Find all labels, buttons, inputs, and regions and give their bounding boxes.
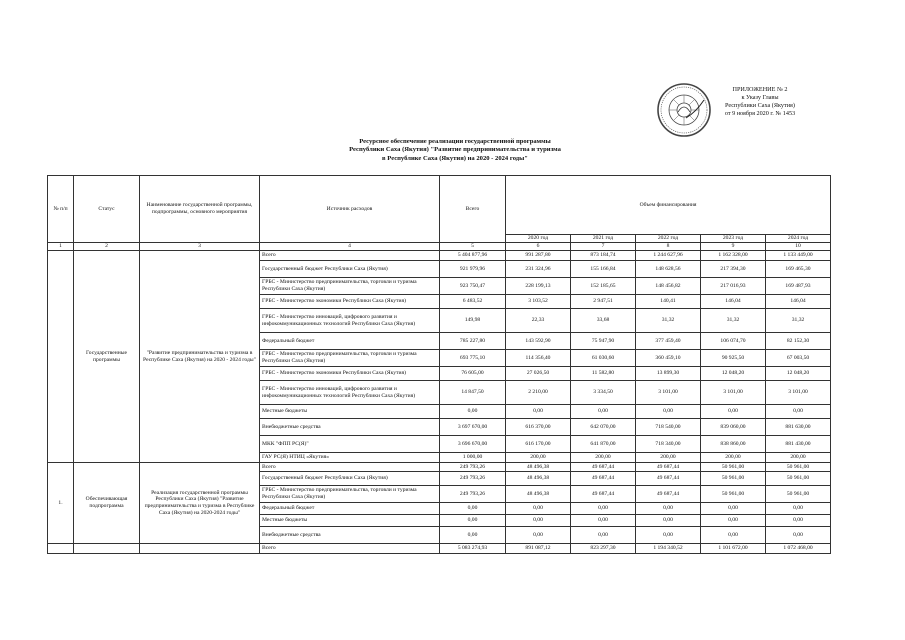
row-year-value: 106 074,70 xyxy=(701,333,766,350)
row-num: 1. xyxy=(48,463,74,544)
column-index: 4 xyxy=(260,243,440,251)
row-year-value: 169 465,30 xyxy=(766,261,831,278)
row-year-value: 200,00 xyxy=(636,453,701,463)
row-year-value: 82 152,30 xyxy=(766,333,831,350)
row-source: Государственный бюджет Республики Саха (Якутия) xyxy=(260,472,440,486)
header-year: 2024 год xyxy=(766,235,831,243)
row-year-value: 31,32 xyxy=(766,309,831,333)
row-year-value: 838 860,00 xyxy=(701,436,766,453)
row-year-value: 881 430,00 xyxy=(766,436,831,453)
row-total: 149,98 xyxy=(440,309,506,333)
column-index: 8 xyxy=(636,243,701,251)
row-year-value: 200,00 xyxy=(701,453,766,463)
row-num xyxy=(48,251,74,463)
appendix-block xyxy=(712,86,808,118)
row-source: ГРБС - Министерство экономики Республики Саха (Якутия) xyxy=(260,295,440,309)
row-year-value: 50 961,00 xyxy=(701,463,766,472)
row-status xyxy=(74,544,140,554)
row-year-value: 12 048,20 xyxy=(766,367,831,381)
row-year-value: 616 170,00 xyxy=(506,436,571,453)
row-year-value: 360 459,10 xyxy=(636,350,701,367)
row-year-value: 48 496,38 xyxy=(506,472,571,486)
row-program-name: Реализация государственной программы Республики Саха (Якутия) "Развитие предпринимательства и туризма в Республике Саха (Якутия) на 2020-2024 годы" xyxy=(140,463,260,544)
column-index: 2 xyxy=(74,243,140,251)
row-source: ГРБС - Министерство инноваций, цифрового развития и инфокоммуникационных технологий Республики Саха (Якутия) xyxy=(260,381,440,405)
row-year-value: 228 199,13 xyxy=(506,278,571,295)
title-line: Республики Саха (Якутия) "Развитие предпринимательства и туризма xyxy=(349,146,561,154)
row-total: 249 793,26 xyxy=(440,472,506,486)
header-total: Всего xyxy=(440,176,506,243)
row-source: Местные бюджеты xyxy=(260,405,440,419)
row-total: 3 696 670,00 xyxy=(440,436,506,453)
row-total: 785 227,80 xyxy=(440,333,506,350)
row-year-value: 49 687,44 xyxy=(636,472,701,486)
row-year-value: 0,00 xyxy=(571,405,636,419)
appendix-line: Республики Саха (Якутия) xyxy=(725,102,795,109)
row-year-value: 155 166,84 xyxy=(571,261,636,278)
row-year-value: 881 630,00 xyxy=(766,419,831,436)
row-year-value: 49 687,44 xyxy=(571,463,636,472)
row-year-value: 140,41 xyxy=(636,295,701,309)
column-index: 6 xyxy=(506,243,571,251)
funding-table xyxy=(47,175,831,554)
row-year-value: 27 026,50 xyxy=(506,367,571,381)
row-source: ГРБС - Министерство экономики Республики Саха (Якутия) xyxy=(260,367,440,381)
row-year-value: 0,00 xyxy=(766,515,831,527)
row-year-value: 2 947,51 xyxy=(571,295,636,309)
row-source: ГРБС - Министерство предпринимательства, торговли и туризма Республики Саха (Якутия) xyxy=(260,350,440,367)
row-year-value: 49 687,44 xyxy=(636,486,701,503)
row-source: ГАУ РС(Я) НТИЦ «Якутия» xyxy=(260,453,440,463)
row-year-value: 61 030,60 xyxy=(571,350,636,367)
column-index: 10 xyxy=(766,243,831,251)
row-year-value: 0,00 xyxy=(766,527,831,544)
row-year-value: 3 103,52 xyxy=(506,295,571,309)
row-year-value: 169 487,93 xyxy=(766,278,831,295)
row-source: Федеральный бюджет xyxy=(260,503,440,515)
row-year-value: 0,00 xyxy=(636,515,701,527)
row-total: 6 483,52 xyxy=(440,295,506,309)
row-year-value: 616 370,00 xyxy=(506,419,571,436)
row-source: Государственный бюджет Республики Саха (Якутия) xyxy=(260,261,440,278)
official-seal-icon xyxy=(656,82,712,138)
table-row xyxy=(48,463,831,472)
column-index: 9 xyxy=(701,243,766,251)
row-total: 14 847,50 xyxy=(440,381,506,405)
row-year-value: 0,00 xyxy=(506,527,571,544)
appendix-line: к Указу Главы xyxy=(741,94,779,101)
row-year-value: 0,00 xyxy=(701,405,766,419)
column-index: 5 xyxy=(440,243,506,251)
header-source: Источник расходов xyxy=(260,176,440,243)
row-year-value: 90 925,50 xyxy=(701,350,766,367)
header-status: Статус xyxy=(74,176,140,243)
row-year-value: 0,00 xyxy=(636,405,701,419)
row-program-name: "Развитие предпринимательства и туризма в Республике Саха (Якутия) на 2020 - 2024 годы" xyxy=(140,251,260,463)
row-year-value: 0,00 xyxy=(766,503,831,515)
row-year-value: 143 592,90 xyxy=(506,333,571,350)
row-year-value: 50 961,00 xyxy=(701,486,766,503)
row-source: Внебюджетные средства xyxy=(260,527,440,544)
row-source: Всего xyxy=(260,251,440,261)
column-index: 1 xyxy=(48,243,74,251)
header-year: 2023 год xyxy=(701,235,766,243)
header-name: Наименование государственной программы, подпрограммы, основного мероприятия xyxy=(140,176,260,243)
row-year-value: 217 016,93 xyxy=(701,278,766,295)
row-total: 1 000,00 xyxy=(440,453,506,463)
row-year-value: 12 048,20 xyxy=(701,367,766,381)
row-year-value: 0,00 xyxy=(506,405,571,419)
row-year-value: 48 496,38 xyxy=(506,463,571,472)
appendix-line: ПРИЛОЖЕНИЕ № 2 xyxy=(732,86,788,93)
header-funding: Объем финансирования xyxy=(506,176,831,235)
table-header-row xyxy=(48,176,831,235)
row-year-value: 50 961,00 xyxy=(766,486,831,503)
row-year-value: 641 870,00 xyxy=(571,436,636,453)
row-year-value: 49 687,44 xyxy=(571,486,636,503)
header-year: 2022 год xyxy=(636,235,701,243)
column-index: 7 xyxy=(571,243,636,251)
row-year-value: 823 297,30 xyxy=(571,544,636,554)
row-year-value: 50 961,00 xyxy=(701,472,766,486)
column-index-row xyxy=(48,243,831,251)
row-source: МКК "ФПП РС(Я)" xyxy=(260,436,440,453)
row-year-value: 3 101,00 xyxy=(766,381,831,405)
row-source: Внебюджетные средства xyxy=(260,419,440,436)
row-year-value: 13 899,30 xyxy=(636,367,701,381)
row-year-value: 0,00 xyxy=(636,527,701,544)
row-year-value: 217 394,30 xyxy=(701,261,766,278)
row-total: 0,00 xyxy=(440,503,506,515)
row-total: 3 697 670,00 xyxy=(440,419,506,436)
row-year-value: 49 687,44 xyxy=(571,472,636,486)
row-year-value: 0,00 xyxy=(636,503,701,515)
row-year-value: 152 185,65 xyxy=(571,278,636,295)
row-year-value: 642 070,00 xyxy=(571,419,636,436)
row-source: ГРБС - Министерство предпринимательства, торговли и туризма Республики Саха (Якутия) xyxy=(260,278,440,295)
row-year-value: 0,00 xyxy=(701,527,766,544)
row-total: 921 979,96 xyxy=(440,261,506,278)
document-title xyxy=(280,138,630,163)
row-total: 0,00 xyxy=(440,515,506,527)
row-total: 693 775,10 xyxy=(440,350,506,367)
row-total: 5 404 877,96 xyxy=(440,251,506,261)
row-year-value: 377 459,40 xyxy=(636,333,701,350)
row-year-value: 0,00 xyxy=(571,503,636,515)
row-source: ГРБС - Министерство предпринимательства, торговли и туризма Республики Саха (Якутия) xyxy=(260,486,440,503)
row-year-value: 891 087,12 xyxy=(506,544,571,554)
header-year: 2021 год xyxy=(571,235,636,243)
title-line: в Республике Саха (Якутия) на 2020 - 2024 годы" xyxy=(382,154,528,162)
row-year-value: 0,00 xyxy=(571,515,636,527)
row-year-value: 3 101,00 xyxy=(701,381,766,405)
row-year-value: 200,00 xyxy=(766,453,831,463)
row-year-value: 839 060,00 xyxy=(701,419,766,436)
row-year-value: 1 101 672,00 xyxy=(701,544,766,554)
row-year-value: 1 162 328,00 xyxy=(701,251,766,261)
title-line: Ресурсное обеспечение реализации государственной программы xyxy=(359,138,551,145)
row-total: 5 083 274,93 xyxy=(440,544,506,554)
row-year-value: 50 961,00 xyxy=(766,463,831,472)
row-year-value: 200,00 xyxy=(506,453,571,463)
row-source: ГРБС - Министерство инноваций, цифрового развития и инфокоммуникационных технологий Республики Саха (Якутия) xyxy=(260,309,440,333)
row-year-value: 3 101,00 xyxy=(636,381,701,405)
row-total: 923 750,47 xyxy=(440,278,506,295)
row-year-value: 991 287,80 xyxy=(506,251,571,261)
row-year-value: 1 072 468,00 xyxy=(766,544,831,554)
row-year-value: 0,00 xyxy=(506,503,571,515)
row-source: Всего xyxy=(260,463,440,472)
row-year-value: 1 244 627,96 xyxy=(636,251,701,261)
row-year-value: 148 456,82 xyxy=(636,278,701,295)
row-year-value: 11 582,80 xyxy=(571,367,636,381)
header-num: № п/п xyxy=(48,176,74,243)
row-num xyxy=(48,544,74,554)
column-index: 3 xyxy=(140,243,260,251)
row-total: 0,00 xyxy=(440,405,506,419)
row-year-value: 33,68 xyxy=(571,309,636,333)
row-year-value: 49 687,44 xyxy=(636,463,701,472)
row-year-value: 0,00 xyxy=(701,515,766,527)
row-year-value: 148 628,56 xyxy=(636,261,701,278)
row-year-value: 31,32 xyxy=(636,309,701,333)
row-year-value: 3 334,50 xyxy=(571,381,636,405)
header-year: 2020 год xyxy=(506,235,571,243)
row-year-value: 718 540,00 xyxy=(636,419,701,436)
row-year-value: 48 496,38 xyxy=(506,486,571,503)
row-year-value: 2 210,00 xyxy=(506,381,571,405)
row-total: 0,00 xyxy=(440,527,506,544)
row-year-value: 114 356,40 xyxy=(506,350,571,367)
row-year-value: 31,32 xyxy=(701,309,766,333)
row-year-value: 146,04 xyxy=(766,295,831,309)
table-row xyxy=(48,544,831,554)
row-status: Обеспечивающая подпрограмма xyxy=(74,463,140,544)
row-status: Государственные программы xyxy=(74,251,140,463)
row-source: Всего xyxy=(260,544,440,554)
row-year-value: 22,33 xyxy=(506,309,571,333)
appendix-line: от 9 ноября 2020 г. № 1453 xyxy=(724,110,796,117)
row-year-value: 0,00 xyxy=(506,515,571,527)
row-year-value: 50 961,00 xyxy=(766,472,831,486)
row-year-value: 67 003,50 xyxy=(766,350,831,367)
row-year-value: 0,00 xyxy=(701,503,766,515)
row-year-value: 718 340,00 xyxy=(636,436,701,453)
row-total: 249 793,26 xyxy=(440,486,506,503)
row-source: Местные бюджеты xyxy=(260,515,440,527)
row-total: 76 605,00 xyxy=(440,367,506,381)
row-program-name xyxy=(140,544,260,554)
row-year-value: 231 324,96 xyxy=(506,261,571,278)
row-year-value: 873 184,74 xyxy=(571,251,636,261)
row-year-value: 1 194 340,52 xyxy=(636,544,701,554)
row-year-value: 200,00 xyxy=(571,453,636,463)
row-total: 249 793,26 xyxy=(440,463,506,472)
table-row xyxy=(48,251,831,261)
row-year-value: 0,00 xyxy=(766,405,831,419)
row-year-value: 0,00 xyxy=(571,527,636,544)
row-year-value: 1 133 449,00 xyxy=(766,251,831,261)
row-source: Федеральный бюджет xyxy=(260,333,440,350)
row-year-value: 75 947,90 xyxy=(571,333,636,350)
row-year-value: 146,04 xyxy=(701,295,766,309)
